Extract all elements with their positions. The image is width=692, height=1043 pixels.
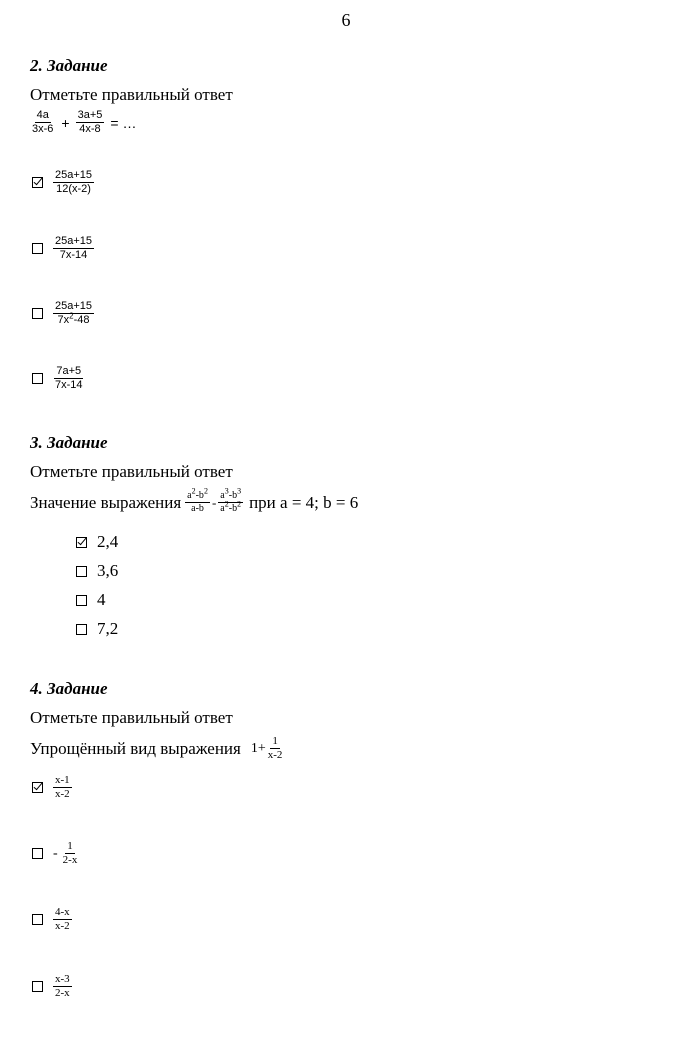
task-2-option-4[interactable]	[32, 366, 85, 391]
exponent: 2	[69, 311, 74, 321]
checkbox[interactable]	[76, 595, 87, 606]
fraction	[76, 110, 105, 135]
task-4-option-1[interactable]	[32, 775, 72, 800]
denominator: 2-x	[55, 987, 70, 999]
numerator: x-1	[55, 774, 70, 786]
checkbox[interactable]	[32, 848, 43, 859]
fraction	[266, 736, 285, 761]
fraction	[53, 974, 72, 999]
task-3-title: 3. Задание	[30, 433, 108, 452]
task-4-option-4[interactable]	[32, 974, 72, 999]
expression-lead: 1+	[250, 740, 266, 756]
denominator: $a^2-b^2$	[220, 499, 242, 514]
checkbox[interactable]	[32, 243, 43, 254]
checkbox-checked[interactable]	[32, 782, 43, 793]
task-2-option-1[interactable]	[32, 170, 94, 195]
numerator: 1	[67, 840, 73, 852]
checkbox-checked[interactable]	[32, 177, 43, 188]
denominator: 7x-14	[55, 379, 83, 391]
checkbox[interactable]	[76, 566, 87, 577]
task-3-option-3[interactable]	[76, 590, 106, 610]
numerator: 25a+15	[55, 300, 93, 312]
fraction	[53, 301, 94, 326]
condition-text: при a = 4; b = 6	[249, 492, 359, 512]
task-4-option-2[interactable]	[32, 841, 79, 866]
numerator: 4a	[36, 109, 49, 121]
task-2-expression	[30, 110, 233, 135]
task-4	[30, 679, 284, 761]
minus-sign: -	[211, 494, 217, 510]
task-2-option-3[interactable]	[32, 301, 94, 326]
option-text: 7,2	[97, 619, 119, 638]
equals-ellipsis: = …	[110, 114, 137, 131]
task-2	[30, 56, 233, 135]
task-2-option-2[interactable]	[32, 236, 94, 261]
denominator-base: 7x	[57, 314, 70, 326]
expression-label: Значение выражения	[30, 492, 182, 512]
fraction	[61, 841, 80, 866]
plus-sign: +	[61, 114, 70, 131]
denominator: x-2	[267, 749, 283, 761]
denominator: 2-x	[62, 854, 78, 866]
denominator: a-b	[191, 503, 204, 514]
expression-label: Упрощённый вид выражения	[30, 738, 241, 758]
task-3-option-1[interactable]	[76, 532, 118, 552]
fraction	[30, 110, 55, 135]
denominator: 4x-8	[79, 123, 101, 135]
page-number: 6	[341, 10, 351, 30]
minus-sign: -	[53, 845, 58, 861]
numerator: $a^2-b^2$	[187, 486, 208, 501]
option-text: 4	[97, 590, 106, 609]
option-text: 2,4	[97, 532, 119, 551]
task-3-instruction: Отметьте правильный ответ	[30, 462, 233, 481]
task-3-expression	[30, 486, 359, 514]
denominator	[56, 311, 92, 326]
denominator: 12(x-2)	[56, 183, 91, 195]
numerator: 3a+5	[77, 109, 103, 121]
fraction	[53, 775, 72, 800]
denominator-tail: -48	[73, 314, 90, 326]
fraction	[218, 486, 243, 514]
numerator: $a^3-b^3$	[220, 486, 242, 501]
denominator: 3x-6	[32, 123, 54, 135]
fraction	[53, 170, 94, 195]
numerator: 25a+15	[55, 235, 93, 247]
task-4-expression	[30, 736, 284, 761]
task-4-title: 4. Задание	[30, 679, 108, 698]
fraction	[53, 907, 72, 932]
checkbox[interactable]	[32, 373, 43, 384]
numerator: 25a+15	[55, 169, 93, 181]
fraction	[53, 236, 94, 261]
checkbox[interactable]	[32, 308, 43, 319]
denominator: x-2	[55, 788, 70, 800]
numerator: 4-x	[55, 906, 70, 918]
checkbox[interactable]	[32, 914, 43, 925]
checkbox[interactable]	[76, 624, 87, 635]
fraction	[53, 366, 85, 391]
denominator: 7x-14	[59, 249, 88, 261]
task-3	[30, 433, 358, 514]
numerator: 7a+5	[56, 365, 82, 377]
option-text: 3,6	[97, 561, 119, 580]
denominator: x-2	[55, 920, 70, 932]
fraction	[185, 486, 210, 514]
task-3-option-2[interactable]	[76, 561, 118, 581]
numerator: 1	[272, 735, 278, 747]
task-3-option-4[interactable]	[76, 619, 118, 639]
numerator: x-3	[55, 973, 70, 985]
task-2-title: 2. Задание	[30, 56, 108, 75]
checkbox-checked[interactable]	[76, 537, 87, 548]
task-4-option-3[interactable]	[32, 907, 72, 932]
task-4-instruction: Отметьте правильный ответ	[30, 708, 233, 727]
checkbox[interactable]	[32, 981, 43, 992]
task-2-instruction: Отметьте правильный ответ	[30, 85, 233, 104]
